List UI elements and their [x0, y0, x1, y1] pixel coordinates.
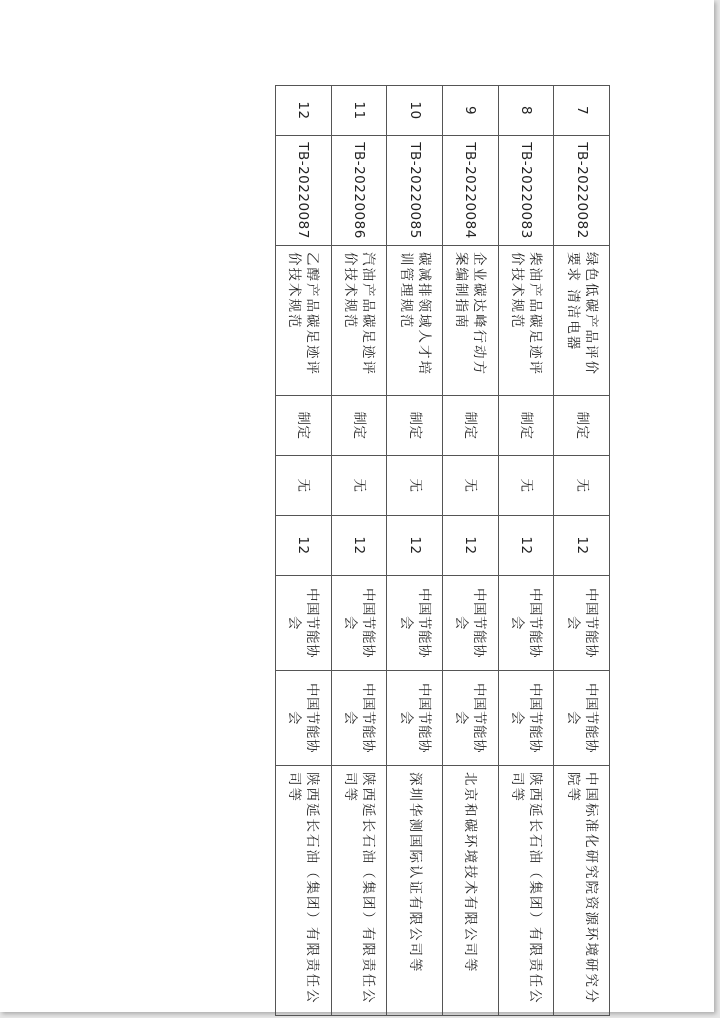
standards-table [275, 85, 610, 1016]
standard-name: 绿色低碳产品评价要求 清洁电器 [554, 246, 610, 396]
replaced-standard: 无 [443, 456, 499, 516]
organizing-body: 中国节能协会 [387, 671, 443, 766]
competent-department: 中国节能协会 [554, 576, 610, 671]
table-row [387, 86, 443, 1016]
table-row [276, 86, 332, 1016]
replaced-standard: 无 [387, 456, 443, 516]
plan-code: TB-20220085 [387, 136, 443, 246]
completion-period: 12 [554, 516, 610, 576]
plan-code: TB-20220082 [554, 136, 610, 246]
plan-code: TB-20220087 [276, 136, 332, 246]
revision-type: 制定 [554, 396, 610, 456]
standard-name: 碳减排领域人才培训管理规范 [387, 246, 443, 396]
row-number: 10 [387, 86, 443, 136]
competent-department: 中国节能协会 [276, 576, 332, 671]
organizing-body: 中国节能协会 [498, 671, 554, 766]
competent-department: 中国节能协会 [387, 576, 443, 671]
row-number: 11 [331, 86, 387, 136]
standard-name: 汽油产品碳足迹评价技术规范 [331, 246, 387, 396]
replaced-standard: 无 [554, 456, 610, 516]
completion-period: 12 [387, 516, 443, 576]
revision-type: 制定 [498, 396, 554, 456]
completion-period: 12 [443, 516, 499, 576]
completion-period: 12 [331, 516, 387, 576]
drafting-unit: 陕西延长石油（集团）有限责任公司等 [498, 766, 554, 1016]
competent-department: 中国节能协会 [443, 576, 499, 671]
standard-name: 企业碳达峰行动方案编制指南 [443, 246, 499, 396]
table-row [443, 86, 499, 1016]
drafting-unit: 北京和碳环境技术有限公司等 [443, 766, 499, 1016]
revision-type: 制定 [387, 396, 443, 456]
row-number: 9 [443, 86, 499, 136]
drafting-unit: 陕西延长石油（集团）有限责任公司等 [276, 766, 332, 1016]
rotated-table-wrapper [275, 85, 610, 1015]
standard-name: 乙醇产品碳足迹评价技术规范 [276, 246, 332, 396]
revision-type: 制定 [331, 396, 387, 456]
table-row [498, 86, 554, 1016]
completion-period: 12 [276, 516, 332, 576]
row-number: 8 [498, 86, 554, 136]
drafting-unit: 陕西延长石油（集团）有限责任公司等 [331, 766, 387, 1016]
organizing-body: 中国节能协会 [554, 671, 610, 766]
replaced-standard: 无 [276, 456, 332, 516]
replaced-standard: 无 [331, 456, 387, 516]
competent-department: 中国节能协会 [331, 576, 387, 671]
standard-name: 柴油产品碳足迹评价技术规范 [498, 246, 554, 396]
replaced-standard: 无 [498, 456, 554, 516]
drafting-unit: 深圳华测国际认证有限公司等 [387, 766, 443, 1016]
table-row [554, 86, 610, 1016]
revision-type: 制定 [276, 396, 332, 456]
plan-code: TB-20220083 [498, 136, 554, 246]
organizing-body: 中国节能协会 [331, 671, 387, 766]
row-number: 12 [276, 86, 332, 136]
competent-department: 中国节能协会 [498, 576, 554, 671]
plan-code: TB-20220086 [331, 136, 387, 246]
completion-period: 12 [498, 516, 554, 576]
table-row [331, 86, 387, 1016]
plan-code: TB-20220084 [443, 136, 499, 246]
organizing-body: 中国节能协会 [276, 671, 332, 766]
drafting-unit: 中国标准化研究院资源环境研究分院等 [554, 766, 610, 1016]
row-number: 7 [554, 86, 610, 136]
revision-type: 制定 [443, 396, 499, 456]
organizing-body: 中国节能协会 [443, 671, 499, 766]
